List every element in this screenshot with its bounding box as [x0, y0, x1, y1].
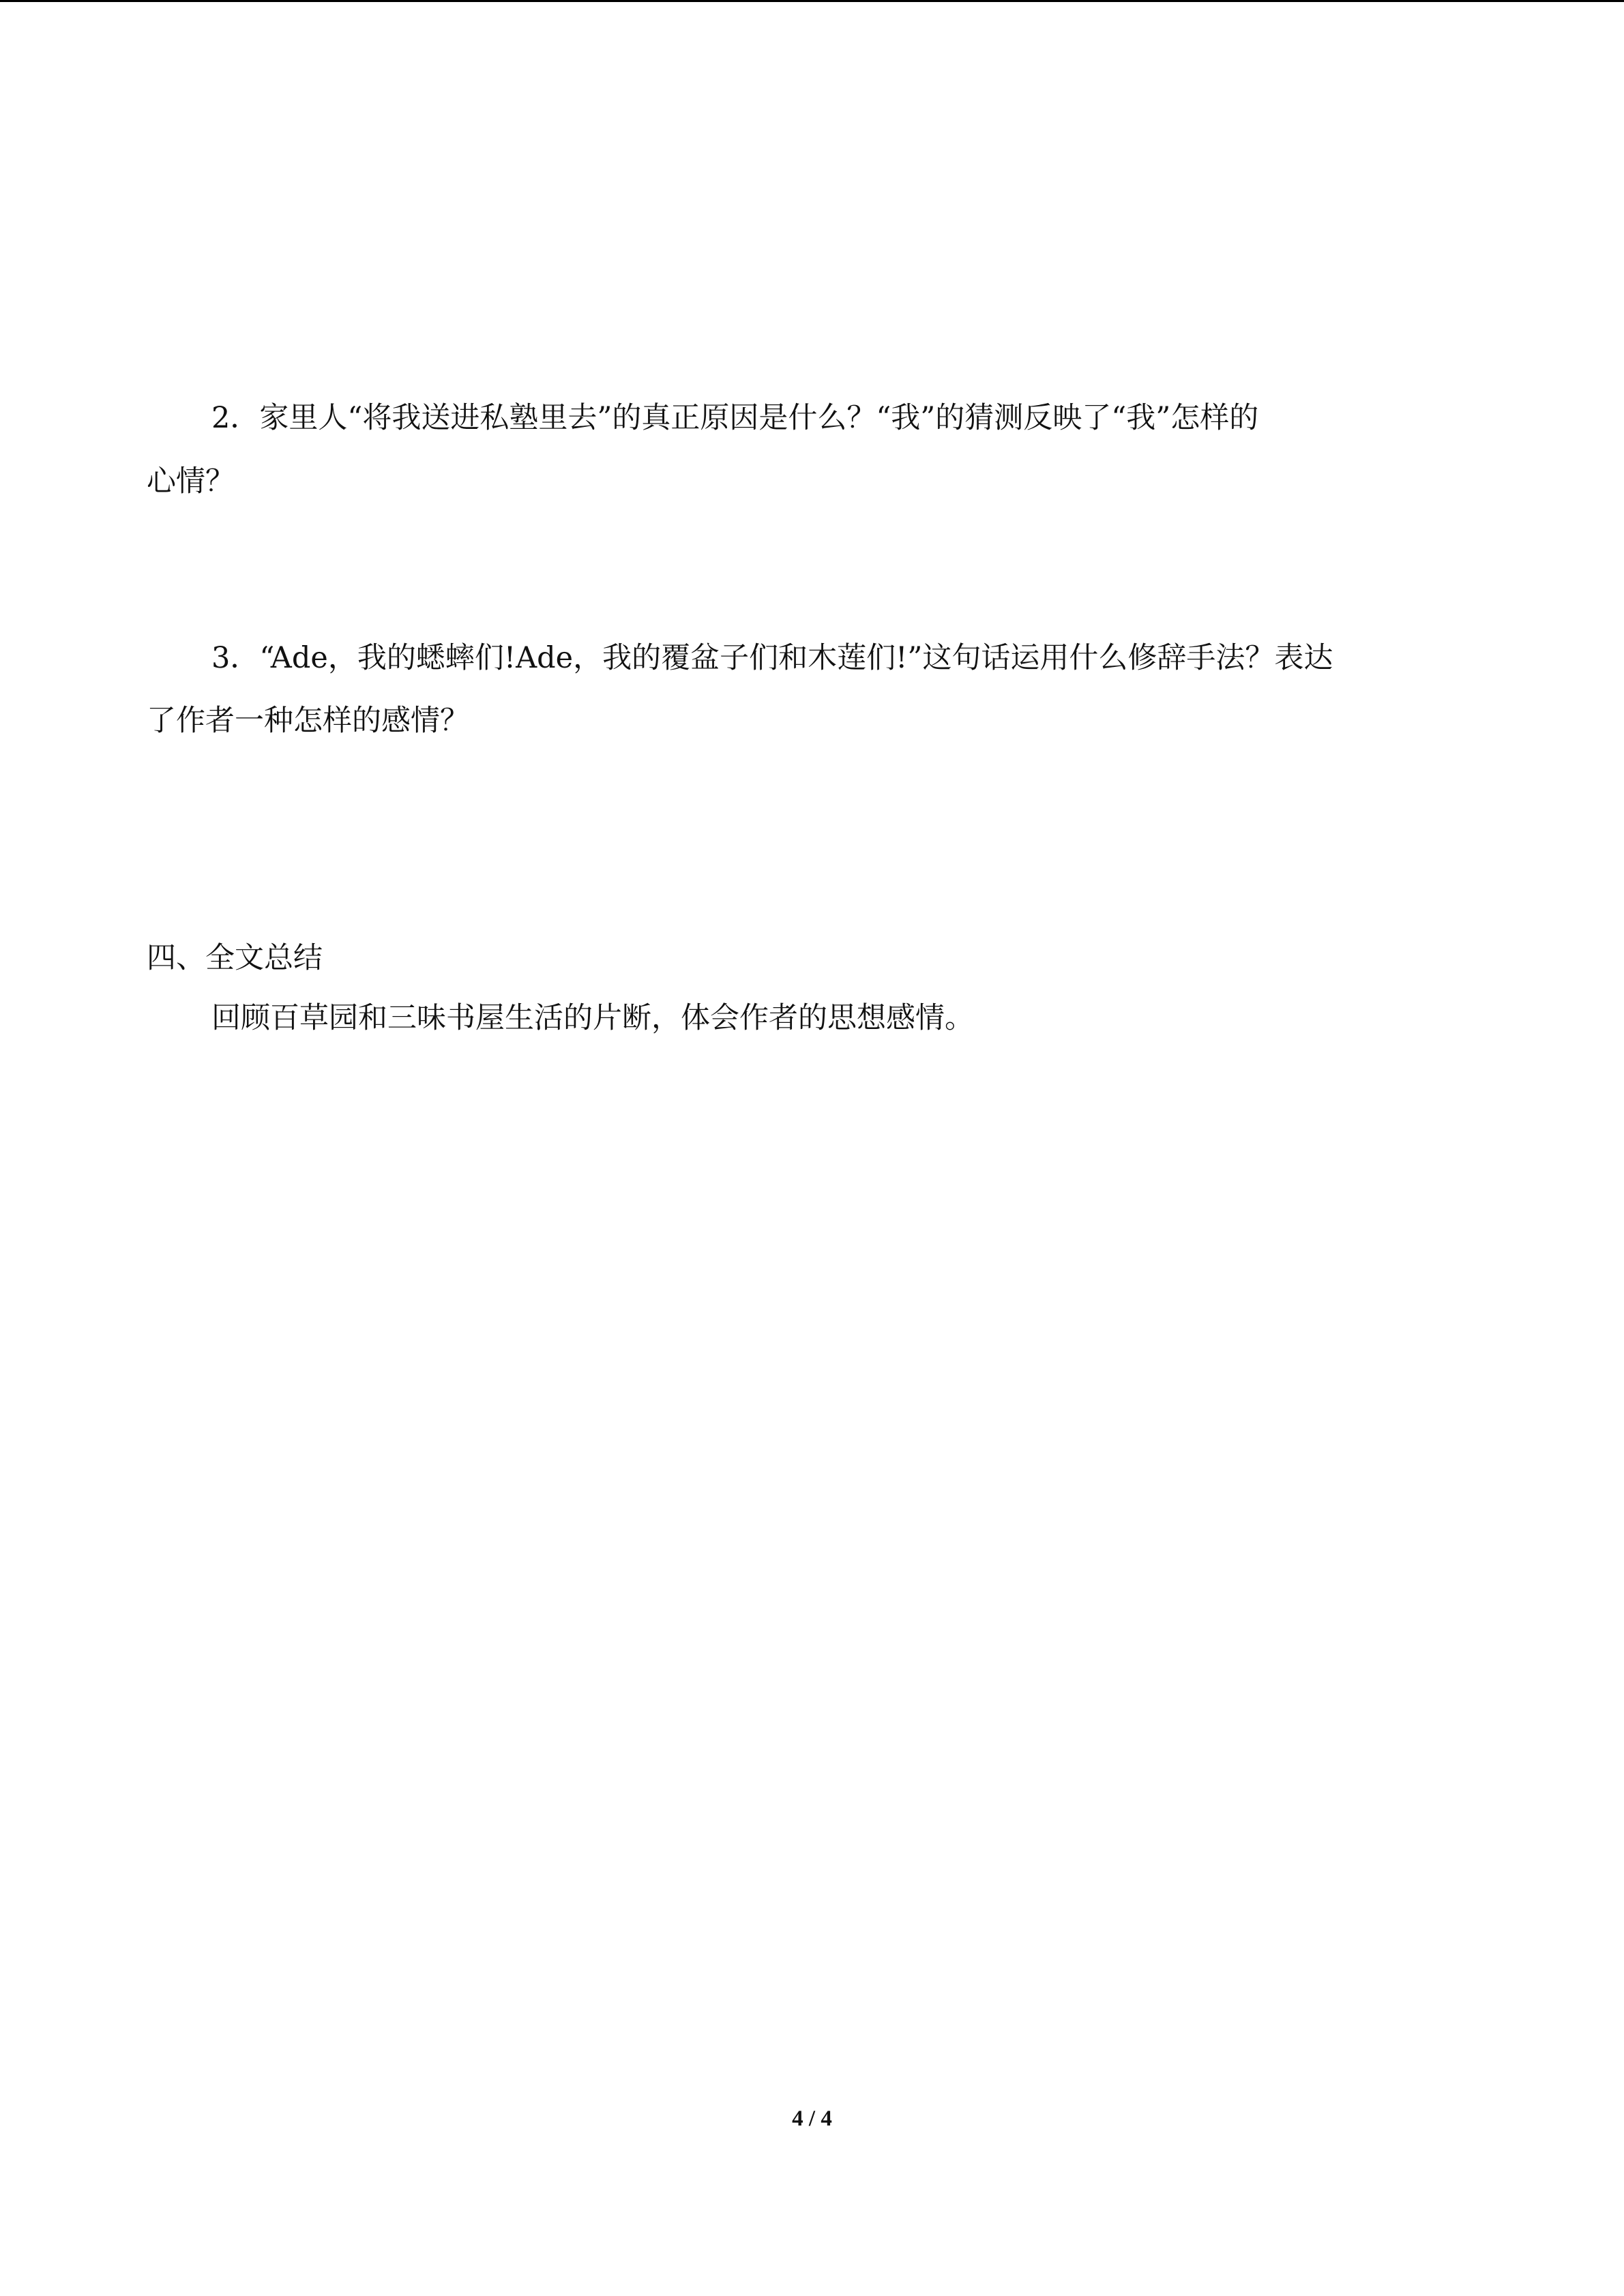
page-number: 4 / 4 [792, 2106, 832, 2131]
question-3-text-line-2: 了作者一种怎样的感情？ [147, 704, 469, 738]
question-2-text-line-2: 心情？ [147, 464, 235, 498]
section-heading: 四、全文总结 [147, 941, 323, 975]
question-3-text-line-1: 3．“Ade，我的蟋蟀们!Ade，我的覆盆子们和木莲们!”这句话运用什么修辞手法？表达 [211, 641, 1333, 675]
question-2-text-line-1: 2．家里人“将我送进私塾里去”的真正原因是什么？“我”的猜测反映了“我”怎样的 [211, 401, 1259, 435]
section-summary-text: 回顾百草园和三味书屋生活的片断，体会作者的思想感情。 [211, 1001, 974, 1035]
